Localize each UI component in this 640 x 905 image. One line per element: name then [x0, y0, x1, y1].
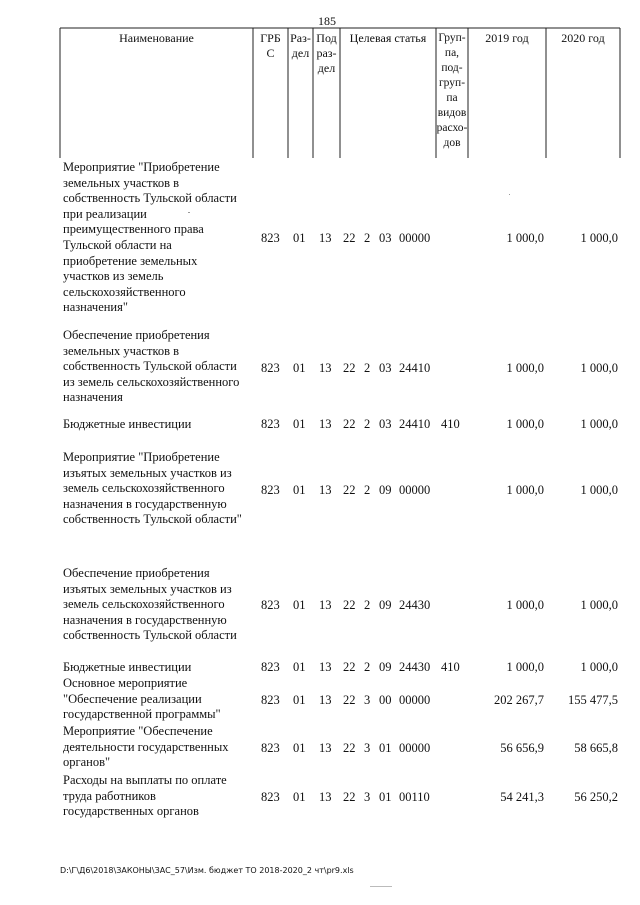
row-2019: 202 267,7 [494, 693, 544, 707]
row-cs-sub: 3 [364, 693, 371, 707]
row-2020: 1 000,0 [580, 417, 618, 431]
row-cs-sub: 3 [364, 741, 371, 755]
row-podrazdel: 13 [319, 598, 332, 612]
row-2019: 1 000,0 [506, 231, 544, 245]
row-2020: 1 000,0 [580, 361, 618, 375]
row-razdel: 01 [293, 660, 306, 674]
row-grbs: 823 [261, 361, 280, 375]
col-header-grbs: ГРБ С [260, 31, 281, 60]
col-header-2019: 2019 год [485, 31, 529, 45]
table-row [0, 724, 640, 772]
row-cs-sub: 2 [364, 483, 371, 497]
row-cs-program: 22 [343, 790, 356, 804]
row-cs-sub: 2 [364, 417, 371, 431]
page-number: 185 [318, 14, 336, 28]
row-cs-event: 03 [379, 361, 392, 375]
row-name: Основное мероприятие "Обеспечение реализации государственной программы" [63, 676, 221, 722]
col-header-podrazdel: Под раз- дел [316, 31, 337, 75]
row-cs-event: 09 [379, 483, 392, 497]
file-path-footer: D:\Г\Д6\2018\ЗАКОНЫ\ЗАС_57\Изм. бюджет ТО 2018-2020_2 чт\pr9.xls [60, 866, 354, 875]
row-name: Обеспечение приобретения земельных участков в собственность Тульской области из земель сельскохозяйственного назначения [63, 328, 240, 405]
col-header-name: Наименование [119, 31, 194, 45]
row-razdel: 01 [293, 231, 306, 245]
row-razdel: 01 [293, 598, 306, 612]
row-cs-program: 22 [343, 483, 356, 497]
row-razdel: 01 [293, 693, 306, 707]
row-grbs: 823 [261, 741, 280, 755]
col-header-gruppa: Груп- па, под- груп- па видов расхо- дов [436, 32, 468, 149]
row-2020: 1 000,0 [580, 660, 618, 674]
row-grbs: 823 [261, 790, 280, 804]
row-cs-code: 24410 [399, 417, 431, 431]
row-2019: 1 000,0 [506, 598, 544, 612]
row-grbs: 823 [261, 598, 280, 612]
row-cs-program: 22 [343, 741, 356, 755]
row-cs-program: 22 [343, 361, 356, 375]
table-row [0, 417, 640, 435]
row-podrazdel: 13 [319, 693, 332, 707]
row-cs-program: 22 [343, 417, 356, 431]
row-vr: 410 [441, 417, 460, 431]
row-2020: 58 665,8 [574, 741, 618, 755]
row-cs-event: 09 [379, 598, 392, 612]
row-name: Мероприятие "Приобретение изъятых земельных участков из земель сельскохозяйственного назначения в государственную собственность Тульской области" [63, 450, 242, 527]
row-grbs: 823 [261, 483, 280, 497]
table-row [0, 450, 640, 530]
row-podrazdel: 13 [319, 231, 332, 245]
row-cs-sub: 2 [364, 231, 371, 245]
row-cs-code: 24430 [399, 598, 431, 612]
row-podrazdel: 13 [319, 790, 332, 804]
row-razdel: 01 [293, 790, 306, 804]
row-cs-sub: 2 [364, 361, 371, 375]
table-row [0, 773, 640, 821]
row-cs-event: 09 [379, 660, 392, 674]
row-name: Мероприятие "Обеспечение деятельности государственных органов" [63, 724, 229, 770]
row-name: Расходы на выплаты по оплате труда работников государственных органов [63, 773, 227, 819]
row-razdel: 01 [293, 483, 306, 497]
row-2020: 155 477,5 [568, 693, 618, 707]
row-razdel: 01 [293, 417, 306, 431]
row-name: Бюджетные инвестиции [63, 660, 192, 674]
row-2019: 54 241,3 [500, 790, 544, 804]
row-name: Обеспечение приобретения изъятых земельных участков из земель сельскохозяйственного назначения в государственную собственность Тульской области [63, 566, 237, 643]
row-cs-program: 22 [343, 660, 356, 674]
table-row [0, 566, 640, 646]
row-cs-event: 00 [379, 693, 392, 707]
table-row [0, 328, 640, 408]
row-podrazdel: 13 [319, 417, 332, 431]
scan-speck [370, 886, 392, 887]
row-2020: 1 000,0 [580, 483, 618, 497]
row-razdel: 01 [293, 361, 306, 375]
row-podrazdel: 13 [319, 741, 332, 755]
row-cs-program: 22 [343, 693, 356, 707]
col-header-celevaya: Целевая статья [349, 31, 427, 45]
row-cs-program: 22 [343, 598, 356, 612]
row-cs-event: 01 [379, 741, 392, 755]
row-cs-event: 03 [379, 231, 392, 245]
row-grbs: 823 [261, 231, 280, 245]
row-podrazdel: 13 [319, 660, 332, 674]
row-2019: 1 000,0 [506, 361, 544, 375]
col-header-razdel: Раз- дел [290, 31, 311, 60]
row-grbs: 823 [261, 693, 280, 707]
row-2020: 1 000,0 [580, 231, 618, 245]
row-2019: 1 000,0 [506, 483, 544, 497]
row-name: Бюджетные инвестиции [63, 417, 192, 431]
row-cs-sub: 3 [364, 790, 371, 804]
row-cs-sub: 2 [364, 598, 371, 612]
scan-speck [188, 212, 190, 213]
row-cs-sub: 2 [364, 660, 371, 674]
row-name: Мероприятие "Приобретение земельных участков в собственность Тульской области при реализации преимущественного права Тульской области на приобретение земельных участков из земель сельскохозяйственного назначения" [63, 160, 237, 315]
row-cs-code: 00000 [399, 231, 431, 245]
row-2019: 1 000,0 [506, 417, 544, 431]
row-cs-event: 01 [379, 790, 392, 804]
row-grbs: 823 [261, 660, 280, 674]
row-razdel: 01 [293, 741, 306, 755]
row-cs-code: 24430 [399, 660, 431, 674]
row-2020: 56 250,2 [574, 790, 618, 804]
row-grbs: 823 [261, 417, 280, 431]
row-vr: 410 [441, 660, 460, 674]
table-row [0, 676, 640, 724]
row-podrazdel: 13 [319, 361, 332, 375]
table-row [0, 160, 640, 320]
row-cs-event: 03 [379, 417, 392, 431]
row-2019: 56 656,9 [500, 741, 544, 755]
scan-speck [509, 194, 510, 195]
row-cs-code: 00000 [399, 741, 431, 755]
col-header-2020: 2020 год [561, 31, 605, 45]
row-cs-code: 24410 [399, 361, 431, 375]
row-2019: 1 000,0 [506, 660, 544, 674]
row-cs-code: 00000 [399, 483, 431, 497]
row-podrazdel: 13 [319, 483, 332, 497]
row-cs-code: 00000 [399, 693, 431, 707]
row-cs-program: 22 [343, 231, 356, 245]
row-cs-code: 00110 [399, 790, 430, 804]
row-2020: 1 000,0 [580, 598, 618, 612]
